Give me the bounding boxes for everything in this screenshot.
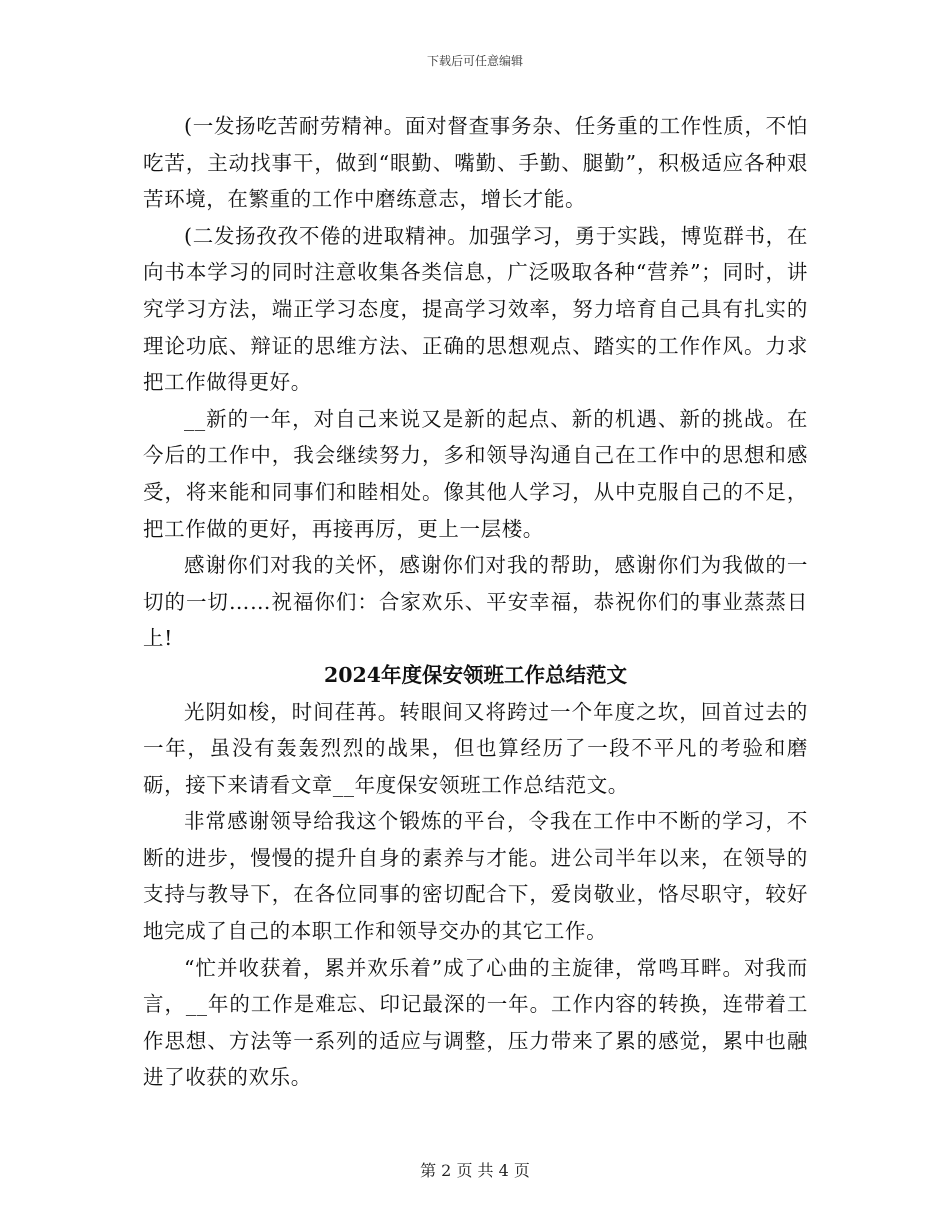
paragraph: 感谢你们对我的关怀，感谢你们对我的帮助，感谢你们为我做的一切的一切……祝福你们：合家欢乐、平安幸福，恭祝你们的事业蒸蒸日上!	[143, 553, 808, 651]
paragraph: “忙并收获着，累并欢乐着”成了心曲的主旋律，常鸣耳畔。对我而言，__年的工作是难忘、印记最深的一年。工作内容的转换，连带着工作思想、方法等一系列的适应与调整，压力带来了累的感觉，累中也融进了收获的欢乐。	[143, 955, 808, 1090]
paragraph: 非常感谢领导给我这个锻炼的平台，令我在工作中不断的学习，不断的进步，慢慢的提升自身的素养与才能。进公司半年以来，在领导的支持与教导下，在各位同事的密切配合下，爱岗敬业，恪尽职守，较好地完成了自己的本职工作和领导交办的其它工作。	[143, 809, 808, 944]
paragraph: __新的一年，对自己来说又是新的起点、新的机遇、新的挑战。在今后的工作中，我会继续努力，多和领导沟通自己在工作中的思想和感受，将来能和同事们和睦相处。像其他人学习，从中克服自己的不足，把工作做的更好，再接再厉，更上一层楼。	[143, 406, 808, 541]
paragraph: (一发扬吃苦耐劳精神。面对督查事务杂、任务重的工作性质，不怕吃苦，主动找事干，做到“眼勤、嘴勤、手勤、腿勤”，积极适应各种艰苦环境，在繁重的工作中磨练意志，增长才能。	[143, 114, 808, 212]
page-footer: 第 2 页 共 4 页	[420, 1161, 530, 1180]
page-header: 下载后可任意编辑	[426, 54, 523, 68]
section-title: 2024年度保安领班工作总结范文	[323, 662, 628, 687]
document-body	[143, 108, 808, 1096]
paragraph: (二发扬孜孜不倦的进取精神。加强学习，勇于实践，博览群书，在向书本学习的同时注意收集各类信息，广泛吸取各种“营养”；同时，讲究学习方法，端正学习态度，提高学习效率，努力培育自己具有扎实的理论功底、辩证的思维方法、正确的思想观点、踏实的工作作风。力求把工作做得更好。	[143, 223, 808, 395]
paragraph: 光阴如梭，时间荏苒。转眼间又将跨过一个年度之坎，回首过去的一年，虽没有轰轰烈烈的战果，但也算经历了一段不平凡的考验和磨砺，接下来请看文章__年度保安领班工作总结范文。	[143, 699, 808, 797]
